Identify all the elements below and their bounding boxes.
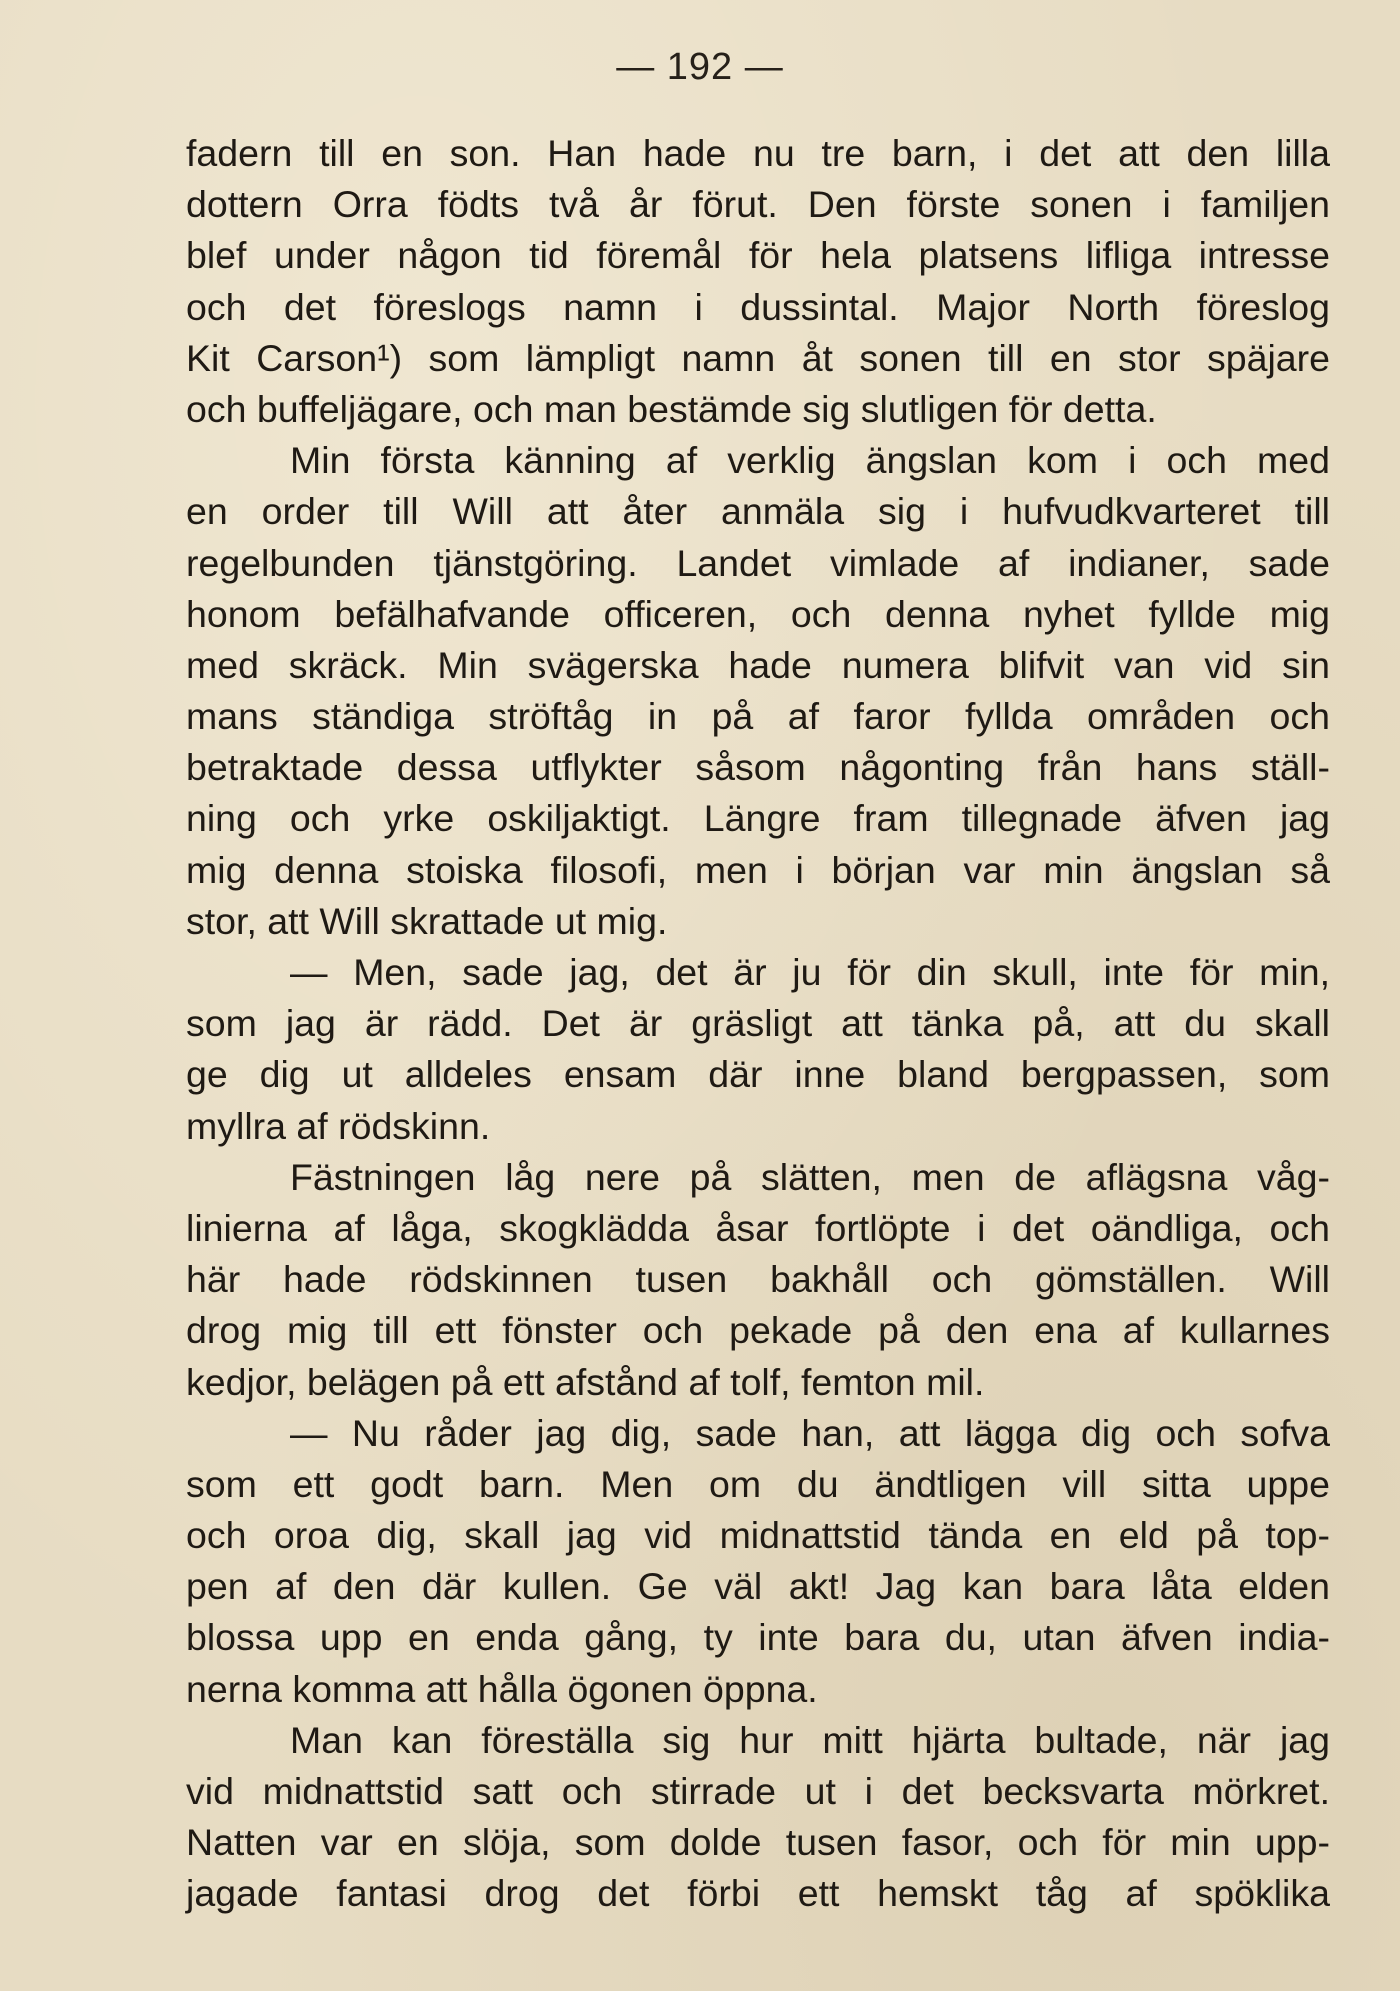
text-line: fadern till en son. Han hade nu tre barn, i det att den lilla	[186, 132, 1330, 174]
text-line: som ett godt barn. Men om du ändtligen vill sitta uppe	[186, 1462, 1330, 1505]
body-text	[186, 128, 1330, 1920]
text-line: dottern Orra födts två år förut. Den förste sonen i familjen	[186, 183, 1330, 226]
text-line: stor, att Will skrattade ut mig.	[186, 899, 668, 942]
text-line: ning och yrke oskiljaktigt. Längre fram tillegnade äfven jag	[186, 797, 1330, 840]
text-line: blef under någon tid föremål för hela platsens lifliga intresse	[186, 234, 1330, 277]
text-line: kedjor, belägen på ett afstånd af tolf, femton mil.	[186, 1360, 985, 1403]
text-line: Natten var en slöja, som dolde tusen fasor, och för min upp-	[186, 1821, 1330, 1864]
text-line: vid midnattstid satt och stirrade ut i det becksvarta mörkret.	[186, 1770, 1330, 1812]
text-line: som jag är rädd. Det är gräsligt att tänka på, att du skall	[186, 1002, 1330, 1045]
text-line: och buffeljägare, och man bestämde sig slutligen för detta.	[186, 387, 1157, 430]
text-line: drog mig till ett fönster och pekade på den ena af kullarnes	[186, 1309, 1330, 1352]
text-line: Man kan föreställa sig hur mitt hjärta bultade, när jag	[290, 1718, 1330, 1761]
text-line: jagade fantasi drog det förbi ett hemskt tåg af spöklika	[186, 1872, 1330, 1915]
text-line: och oroa dig, skall jag vid midnattstid tända en eld på top-	[186, 1514, 1330, 1557]
text-line: Kit Carson¹) som lämpligt namn åt sonen till en stor späjare	[186, 336, 1330, 379]
text-line: en order till Will att åter anmäla sig i hufvudkvarteret till	[186, 490, 1330, 533]
text-line: — Men, sade jag, det är ju för din skull, inte för min,	[290, 951, 1330, 993]
text-line: pen af den där kullen. Ge väl akt! Jag kan bara låta elden	[186, 1565, 1330, 1608]
text-line: med skräck. Min svägerska hade numera blifvit van vid sin	[186, 643, 1330, 686]
text-line: här hade rödskinnen tusen bakhåll och gömställen. Will	[186, 1258, 1330, 1301]
text-line: blossa upp en enda gång, ty inte bara du, utan äfven india-	[186, 1616, 1330, 1659]
text-line: honom befälhafvande officeren, och denna nyhet fyllde mig	[186, 592, 1330, 635]
page-number: — 192 —	[616, 46, 784, 88]
text-line: regelbunden tjänstgöring. Landet vimlade af indianer, sade	[186, 541, 1330, 584]
text-line: mig denna stoiska filosofi, men i början var min ängslan så	[186, 848, 1330, 891]
text-line: betraktade dessa utflykter såsom någonting från hans ställ-	[186, 746, 1330, 789]
text-line: linierna af låga, skogklädda åsar fortlöpte i det oändliga, och	[186, 1206, 1330, 1249]
text-line: och det föreslogs namn i dussintal. Major North föreslog	[186, 285, 1330, 328]
text-line: nerna komma att hålla ögonen öppna.	[186, 1667, 818, 1710]
text-line: Fästningen låg nere på slätten, men de aflägsna våg-	[290, 1155, 1330, 1198]
text-line: — Nu råder jag dig, sade han, att lägga dig och sofva	[290, 1411, 1330, 1454]
text-line: mans ständiga ströftåg in på af faror fyllda områden och	[186, 695, 1330, 738]
text-line: myllra af rödskinn.	[186, 1104, 491, 1147]
text-line: ge dig ut alldeles ensam där inne bland bergpassen, som	[186, 1053, 1330, 1096]
text-line: Min första känning af verklig ängslan kom i och med	[290, 439, 1330, 482]
